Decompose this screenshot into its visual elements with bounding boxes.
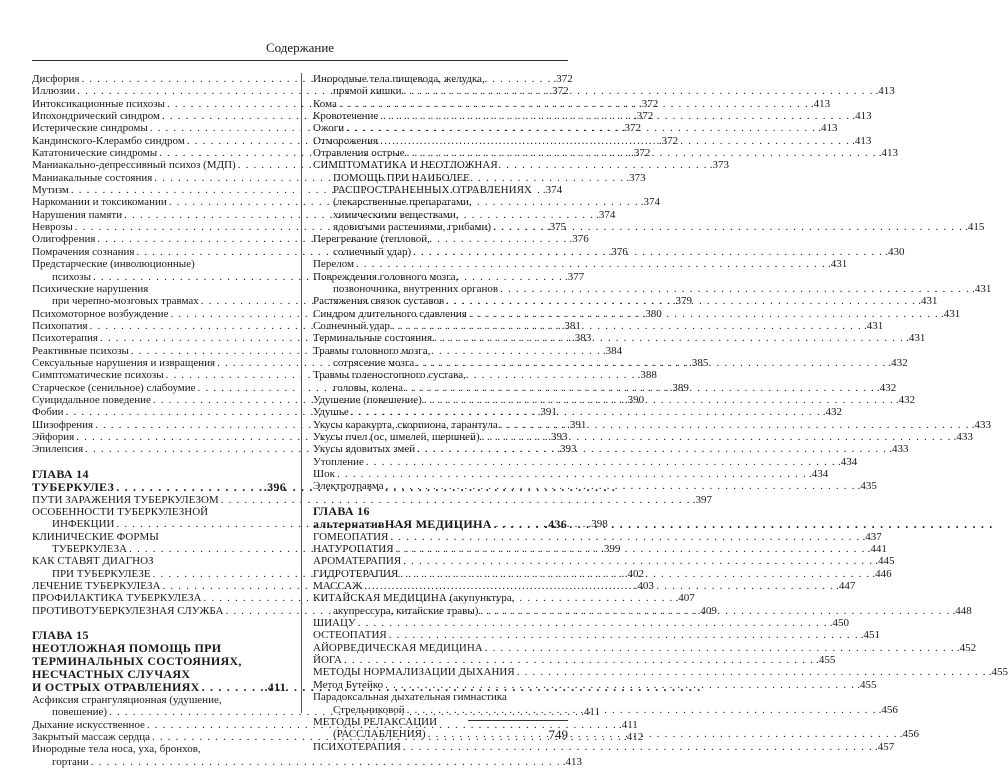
toc-entry-text: ШИАЦУ bbox=[313, 617, 356, 630]
toc-entry-page: .385 bbox=[689, 356, 709, 369]
leader-dots bbox=[396, 543, 866, 555]
toc-entry[interactable] bbox=[313, 555, 895, 568]
toc-entry-page: .407 bbox=[675, 592, 695, 605]
chapter-15-title-line: НЕСЧАСТНЫХ СЛУЧАЯХ bbox=[32, 667, 191, 682]
chapter-15-title-line: НЕОТЛОЖНАЯ ПОМОЩЬ bbox=[32, 641, 192, 656]
leader-dots bbox=[417, 443, 887, 455]
toc-entry-page: .372 bbox=[631, 147, 651, 160]
leader-dots bbox=[446, 295, 916, 307]
toc-entry-text: ИНФЕКЦИИ bbox=[52, 518, 115, 531]
toc-entry-text: Перелом bbox=[313, 258, 354, 271]
leader-dots bbox=[485, 642, 955, 654]
chapter-16-title-text: альтернативНАЯ МЕДИЦИНА bbox=[313, 516, 492, 531]
toc-entry-page: .431 bbox=[863, 319, 884, 332]
chapter-16-title[interactable] bbox=[313, 518, 567, 531]
toc-entry-page: .373 bbox=[709, 159, 730, 172]
toc-entry-text: Эйфория bbox=[32, 430, 75, 443]
spacer bbox=[313, 493, 567, 505]
leader-dots bbox=[202, 681, 263, 694]
toc-entry-text: Истерические синдромы bbox=[32, 122, 148, 135]
toc-entry-text: Мутизм bbox=[32, 184, 69, 197]
toc-entry-page: .456 bbox=[899, 728, 919, 741]
chapter-14-label: ГЛАВА 14 bbox=[32, 466, 89, 481]
toc-entry-page: .383 bbox=[571, 332, 592, 345]
leader-dots bbox=[517, 666, 987, 678]
toc-entry-text: ПРОФИЛАКТИКА ТУБЕРКУЛЕЗА bbox=[32, 592, 202, 605]
toc-entry-page: .450 bbox=[829, 617, 850, 630]
toc-entry-text: Асфиксия странгуляционная (удушение, bbox=[32, 694, 222, 707]
leader-dots bbox=[380, 110, 850, 122]
toc-entry[interactable] bbox=[313, 406, 843, 419]
leader-dots bbox=[389, 629, 859, 641]
toc-entry-text: КАК СТАВЯТ ДИАГНОЗ bbox=[32, 555, 154, 568]
toc-entry-page: .376 bbox=[569, 233, 589, 246]
toc-entry-page: .374 bbox=[542, 184, 563, 197]
toc-entry-text: Эпилепсия bbox=[32, 443, 84, 456]
toc-entry-page: .457 bbox=[874, 740, 895, 753]
toc-entry-page: .431 bbox=[918, 295, 938, 308]
leader-dots bbox=[358, 617, 828, 629]
toc-entry-text: Отморожения bbox=[313, 134, 379, 147]
toc-entry-page: .384 bbox=[602, 344, 623, 357]
toc-entry-text: психозы bbox=[52, 270, 91, 283]
toc-entry-text: ЙОГА bbox=[313, 654, 342, 667]
leader-dots bbox=[482, 431, 952, 443]
chapter-15-title-line: ПРИ ТЕРМИНАЛЬНЫХ СОСТОЯНИЯХ, bbox=[32, 641, 242, 669]
toc-entry-page: .413 bbox=[852, 110, 872, 123]
toc-entry-text: ПСИХОТЕРАПИЯ bbox=[313, 740, 401, 753]
toc-entry-text: Укусы каракурта, скорпиона, тарантула bbox=[313, 418, 498, 431]
toc-entry-page: .432 bbox=[888, 356, 908, 369]
page-number: 749 bbox=[548, 727, 568, 742]
toc-entry-page: .430 bbox=[885, 245, 905, 258]
leader-dots bbox=[390, 531, 860, 543]
toc-entry-text: ГИДРОТЕРАПИЯ bbox=[313, 567, 399, 580]
leader-dots bbox=[385, 679, 855, 691]
toc-entry-text: химическими веществами, bbox=[333, 208, 459, 221]
toc-entry-text: Парадоксальная дыхательная гимнастика bbox=[313, 691, 507, 704]
toc-entry-text: КЛИНИЧЕСКИЕ ФОРМЫ bbox=[32, 530, 159, 543]
toc-entry[interactable] bbox=[313, 530, 882, 543]
chapter-14-page: .396 bbox=[263, 479, 286, 494]
toc-entry-text: Сексуальные нарушения и извращения bbox=[32, 356, 216, 369]
toc-entry-text: Помрачения сознания bbox=[32, 245, 135, 258]
toc-entry-text: Олигофрения bbox=[32, 233, 96, 246]
toc-entry-page: .413 bbox=[818, 122, 838, 135]
leader-dots bbox=[500, 283, 970, 295]
toc-entry-page: .448 bbox=[952, 604, 972, 617]
leader-dots bbox=[380, 135, 850, 147]
toc-entry-text: Инородные тела пищевода, желудка, bbox=[313, 73, 485, 85]
chapter-15-page: .411 bbox=[264, 680, 286, 695]
toc-entry-page: .391 bbox=[537, 406, 557, 419]
toc-entry-text: МАССАЖ bbox=[313, 580, 363, 593]
toc-entry-text: Дыхание искусственное bbox=[32, 718, 145, 731]
toc-entry-page: .397 bbox=[692, 493, 712, 506]
toc-entry-text: НАТУРОПАТИЯ bbox=[313, 543, 394, 556]
toc-entry-text: Маниакальные состояния bbox=[32, 171, 153, 184]
toc-entry[interactable] bbox=[313, 678, 877, 691]
toc-entry-text: Психопатия bbox=[32, 319, 88, 332]
toc-entry-page: .434 bbox=[809, 468, 829, 480]
toc-entry[interactable] bbox=[313, 73, 895, 98]
toc-entry-page: .435 bbox=[857, 480, 877, 493]
toc-entry-text: ПОМОЩЬ ПРИ НАИБОЛЕЕ bbox=[333, 171, 470, 184]
toc-entry-text: Закрытый массаж сердца bbox=[32, 731, 150, 744]
leader-dots bbox=[346, 122, 816, 134]
toc-entry-text: Наркомании и токсикомании bbox=[32, 196, 167, 209]
toc-entry-text: Психические нарушения bbox=[32, 282, 149, 295]
toc-entry-page: .433 bbox=[971, 418, 992, 431]
leader-dots bbox=[366, 456, 836, 468]
toc-entry-text: Маниакально-депрессивный психоз (МДП) bbox=[32, 159, 236, 172]
toc-entry-text: (РАССЛАБЛЕНИЯ) bbox=[333, 728, 426, 741]
toc-entry-page: .381 bbox=[561, 319, 581, 332]
toc-entry-page: .441 bbox=[867, 543, 887, 556]
toc-entry-text: Предстарческие (инволюционные) bbox=[32, 258, 195, 271]
toc-entry-text: Укусы ядовитых змей bbox=[313, 443, 416, 456]
toc-entry-page: .372 bbox=[658, 134, 679, 147]
toc-entry-text: ЛЕЧЕНИЕ ТУБЕРКУЛЕЗА bbox=[32, 580, 161, 593]
toc-entry-page: .376 bbox=[608, 245, 628, 258]
toc-entry-text: Нарушения памяти bbox=[32, 208, 123, 221]
toc-entry-text: повешение) bbox=[52, 706, 108, 719]
toc-entry-page: .374 bbox=[596, 208, 616, 221]
toc-entry[interactable] bbox=[313, 258, 848, 271]
toc-entry-text: Отравления острые bbox=[313, 147, 405, 160]
toc-entry-page: .413 bbox=[562, 755, 583, 768]
leader-dots bbox=[403, 555, 873, 567]
leader-dots bbox=[91, 756, 561, 768]
toc-entry-page: .452 bbox=[956, 641, 977, 654]
toc-entry-page: .389 bbox=[669, 381, 689, 394]
column-divider bbox=[301, 73, 302, 713]
toc-entry-text: Электротравма bbox=[313, 480, 384, 493]
toc-entry-page: .375 bbox=[546, 221, 567, 234]
toc-entry-text: Старческое (сенильное) слабоумие bbox=[32, 381, 196, 394]
toc-entry-text: Реактивные психозы bbox=[32, 344, 129, 357]
toc-entry-text: солнечный удар) bbox=[333, 245, 412, 258]
leader-dots bbox=[400, 568, 870, 580]
toc-entry-page: .431 bbox=[906, 332, 926, 345]
toc-entry-text: Дисфория bbox=[32, 73, 80, 85]
toc-entry[interactable] bbox=[313, 641, 977, 654]
toc-entry-text: головы, колена bbox=[333, 381, 403, 394]
toc-entry-page: .377 bbox=[565, 270, 585, 283]
toc-entry-page: .451 bbox=[860, 629, 881, 642]
toc-entry[interactable] bbox=[313, 430, 973, 443]
toc-entry-text: КИТАЙСКАЯ МЕДИЦИНА (акупунктура, bbox=[313, 592, 515, 605]
leader-dots bbox=[403, 85, 873, 97]
toc-entry-page: .393 bbox=[557, 443, 577, 456]
toc-entry-text: Растяжения связок суставов bbox=[313, 295, 445, 308]
leader-dots bbox=[493, 221, 963, 233]
toc-entry-text: Травмы голеностопного сустава, bbox=[313, 369, 466, 382]
chapter-14-title-text: ТУБЕРКУЛЕЗ bbox=[32, 479, 115, 494]
leader-dots bbox=[364, 580, 834, 592]
toc-entry-text: МЕТОДЫ РЕЛАКСАЦИИ bbox=[313, 715, 438, 728]
toc-entry-text: Кровотечение bbox=[313, 110, 379, 123]
toc-entry-text: Неврозы bbox=[32, 221, 73, 234]
chapter-15-title-line: И ОСТРЫХ ОТРАВЛЕНИЯХ bbox=[32, 680, 200, 695]
toc-entry-text: РАСПРОСТРАНЕННЫХ ОТРАВЛЕНИЯХ bbox=[333, 184, 532, 197]
toc-entry-text: Укусы пчел (ос, шмелей, шершней) bbox=[313, 430, 480, 443]
toc-entry[interactable] bbox=[313, 468, 829, 480]
toc-entry-text: сотрясение мозга bbox=[333, 356, 415, 369]
toc-entry-text: Ипохондрический синдром bbox=[32, 110, 160, 123]
leader-dots bbox=[407, 147, 877, 159]
toc-entry-page: .431 bbox=[972, 282, 992, 295]
toc-entry-page: .431 bbox=[940, 307, 961, 320]
leader-dots bbox=[344, 654, 814, 666]
leader-dots bbox=[500, 419, 970, 431]
leader-dots bbox=[386, 480, 856, 492]
toc-entry-page: .437 bbox=[862, 530, 882, 543]
toc-entry-text: Синдром длительного сдавления bbox=[313, 307, 467, 320]
toc-entry-text: ТУБЕРКУЛЕЗА bbox=[52, 543, 128, 556]
toc-entry[interactable] bbox=[32, 493, 712, 506]
toc-entry-text: акупрессура, китайские травы) bbox=[333, 604, 479, 617]
toc-entry-page: .433 bbox=[889, 443, 909, 456]
toc-entry-page: .415 bbox=[965, 221, 985, 234]
toc-entry-page: .372 bbox=[621, 122, 642, 135]
toc-entry-page: .455 bbox=[988, 666, 1008, 679]
leader-dots bbox=[405, 382, 875, 394]
toc-entry-text: при черепно-мозговых травмах bbox=[52, 295, 199, 308]
toc-entry-text: прямой кишки bbox=[333, 85, 402, 98]
toc-entry-page: .409 bbox=[697, 604, 717, 617]
toc-entry-text: Кома bbox=[313, 97, 337, 110]
toc-entry-text: Суицидальное поведение bbox=[32, 393, 151, 406]
leader-dots bbox=[494, 518, 543, 531]
toc-entry-text: Шок bbox=[313, 468, 335, 480]
toc-entry-text: Терминальные состояния bbox=[313, 332, 433, 345]
toc-entry-page: .413 bbox=[810, 97, 831, 110]
footer-rule bbox=[468, 720, 568, 721]
toc-entry-page: .455 bbox=[816, 654, 836, 667]
toc-entry-page: .412 bbox=[624, 731, 644, 744]
toc-entry-page: .432 bbox=[822, 406, 843, 419]
toc-entry-text: (лекарственные препаратами, bbox=[333, 196, 472, 209]
toc-entry-text: Инородные тела носа, уха, бронхов, bbox=[32, 743, 201, 756]
toc-entry-page: .431 bbox=[828, 258, 848, 271]
toc-entry-text: Психотерапия bbox=[32, 332, 98, 345]
toc-entry-text: ядовитыми растениями, грибами) bbox=[333, 221, 492, 234]
chapter-15-label: ГЛАВА 15 bbox=[32, 628, 89, 643]
leader-dots bbox=[424, 394, 894, 406]
toc-entry[interactable] bbox=[313, 666, 1008, 679]
header-rule bbox=[32, 60, 568, 61]
leader-dots bbox=[480, 605, 950, 617]
toc-entry-page: .432 bbox=[877, 381, 897, 394]
toc-entry-text: Утопление bbox=[313, 455, 364, 468]
toc-entry-page: .372 bbox=[549, 85, 569, 98]
toc-entry-text: ОСТЕОПАТИЯ bbox=[313, 629, 387, 642]
toc-entry-page: .446 bbox=[872, 567, 892, 580]
toc-entry-page: .380 bbox=[642, 307, 662, 320]
toc-entry-text: СИМПТОМАТИКА И НЕОТЛОЖНАЯ bbox=[313, 159, 498, 172]
leader-dots bbox=[392, 320, 862, 332]
toc-entry-page: .445 bbox=[875, 555, 895, 568]
toc-entry-text: Ожоги bbox=[313, 122, 345, 135]
toc-entry-page: .372 bbox=[553, 73, 573, 85]
toc-entry-text: Фобии bbox=[32, 406, 64, 419]
toc-entry-page: .456 bbox=[878, 703, 898, 716]
toc-entry[interactable] bbox=[313, 654, 836, 667]
leader-dots bbox=[407, 704, 877, 719]
leader-dots bbox=[351, 406, 821, 418]
toc-entry-page: .432 bbox=[895, 393, 916, 406]
toc-entry-text: Травмы головного мозга, bbox=[313, 344, 431, 357]
toc-entry-page: .434 bbox=[837, 455, 858, 468]
toc-entry[interactable] bbox=[313, 480, 877, 493]
leader-dots bbox=[416, 357, 886, 369]
toc-entry-text: Интоксикационные психозы bbox=[32, 97, 165, 110]
toc-entry-page: .402 bbox=[624, 567, 644, 580]
chapter-16-page: .436 bbox=[544, 516, 567, 531]
toc-entry-text: Удушение (повешение) bbox=[313, 393, 422, 406]
leader-dots bbox=[337, 468, 807, 480]
toc-entry-text: Солнечный удар bbox=[313, 319, 390, 332]
toc-entry-text: Удушье bbox=[313, 406, 349, 419]
toc-entry-page: .372 bbox=[634, 110, 654, 123]
toc-entry-page: .433 bbox=[953, 430, 973, 443]
leader-dots bbox=[356, 258, 826, 270]
toc-entry-page: .455 bbox=[857, 678, 877, 691]
toc-entry-page: .373 bbox=[626, 171, 646, 184]
leader-dots bbox=[434, 332, 904, 344]
running-header: Содержание bbox=[265, 40, 335, 55]
toc-entry-page: .388 bbox=[637, 369, 657, 382]
toc-entry[interactable] bbox=[313, 617, 850, 630]
toc-entry-text: Иллюзии bbox=[32, 85, 76, 98]
toc-entry-text: МЕТОДЫ НОРМАЛИЗАЦИИ ДЫХАНИЯ bbox=[313, 666, 515, 679]
toc-entry-page: .399 bbox=[601, 543, 621, 556]
toc-entry-text: ПРОТИВОТУБЕРКУЛЕЗНАЯ СЛУЖБА bbox=[32, 604, 224, 617]
toc-entry-text: Симптоматические психозы bbox=[32, 369, 164, 382]
toc-entry-text: Кандинского-Клерамбо синдром bbox=[32, 134, 185, 147]
toc-entry-text: Метод Бутейко bbox=[313, 678, 384, 691]
toc-entry-page: .403 bbox=[634, 580, 654, 593]
toc-entry-text: АРОМАТЕРАПИЯ bbox=[313, 555, 402, 568]
toc-entry-page: .411 bbox=[581, 706, 600, 719]
toc-entry-text: ПРИ ТУБЕРКУЛЕЗЕ bbox=[52, 567, 151, 580]
toc-entry[interactable] bbox=[313, 629, 881, 642]
toc-entry-text: ОСОБЕННОСТИ ТУБЕРКУЛЕЗНОЙ bbox=[32, 506, 209, 518]
toc-entry[interactable] bbox=[313, 455, 858, 468]
toc-entry-text: Стрельниковой bbox=[333, 703, 405, 716]
toc-entry-text: Повреждения головного мозга, bbox=[313, 270, 459, 283]
toc-entry-text: ГОМЕОПАТИЯ bbox=[313, 530, 389, 543]
toc-entry-page: .447 bbox=[836, 580, 856, 593]
toc-entry-text: Перегревание (тепловой, bbox=[313, 233, 430, 246]
toc-entry-text: АЙОРВЕДИЧЕСКАЯ МЕДИЦИНА bbox=[313, 641, 483, 654]
toc-entry-page: .391 bbox=[567, 418, 587, 431]
toc-entry-page: .398 bbox=[588, 518, 608, 531]
toc-entry-text: позвоночника, внутренних органов bbox=[333, 282, 499, 295]
leader-dots bbox=[339, 98, 809, 110]
toc-entry-page: .393 bbox=[548, 430, 568, 443]
toc-entry-text: Шизофрения bbox=[32, 418, 94, 431]
chapter-15-title[interactable] bbox=[32, 642, 286, 694]
toc-entry-page: .390 bbox=[624, 393, 645, 406]
toc-entry-page: .379 bbox=[672, 295, 693, 308]
toc-entry-page: .374 bbox=[640, 196, 661, 209]
chapter-16-label: ГЛАВА 16 bbox=[313, 503, 370, 518]
leader-dots bbox=[469, 308, 939, 320]
toc-entry-text: Психомоторное возбуждение bbox=[32, 307, 169, 320]
toc-entry-page: .413 bbox=[875, 85, 895, 98]
toc-entry-text: ПУТИ ЗАРАЖЕНИЯ ТУБЕРКУЛЕЗОМ bbox=[32, 493, 219, 506]
toc-entry-page: .411 bbox=[618, 718, 638, 731]
toc-entry-text: гортани bbox=[52, 755, 89, 768]
chapter-14-title[interactable] bbox=[32, 481, 286, 494]
toc-entry-text: Кататонические синдромы bbox=[32, 147, 158, 160]
toc-entry-page: .372 bbox=[639, 97, 659, 110]
toc-entry-page: .413 bbox=[878, 147, 898, 160]
leader-dots bbox=[413, 246, 883, 258]
spacer bbox=[32, 456, 286, 468]
leader-dots bbox=[116, 481, 262, 494]
toc-entry-page: .413 bbox=[852, 134, 872, 147]
